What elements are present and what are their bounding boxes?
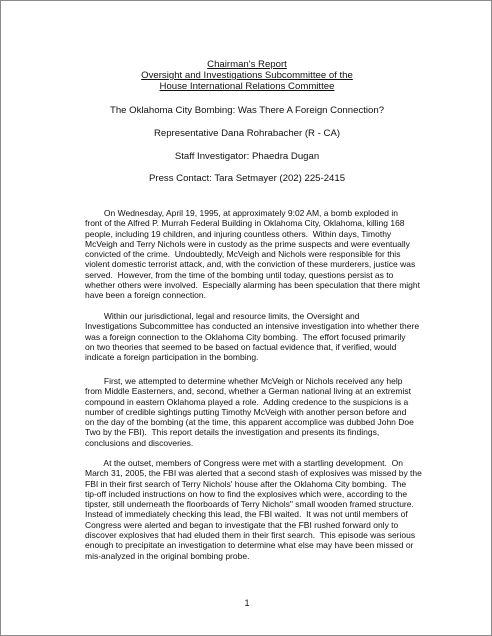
paragraph-line: on two theories that seemed to be based on factual evidence that, if verified, would [85,341,397,352]
paragraph-3 [85,376,415,448]
paragraph-line: convicted of the crime. Undoubtedly, McVeigh and Nichols were responsible for this [85,249,401,260]
paragraph-line: number of credible sightings putting Timothy McVeigh with another person before and [85,406,407,417]
paragraph-line: front of the Alfred P. Murrah Federal Building in Oklahoma City, Oklahoma, killing 168 [85,218,405,229]
paragraph-line: Two by the FBI). This report details the investigation and presents its findings, [85,427,380,438]
paragraph-line: served. However, from the time of the bombing until today, questions persist as to [85,269,394,280]
paragraph-line: On Wednesday, April 19, 1995, at approximately 9:02 AM, a bomb exploded in [85,208,398,218]
report-title: Chairman's Report [207,59,287,70]
paragraph-line: McVeigh and Terry Nichols were in custody as the prime suspects and were eventually [85,238,410,249]
paragraph-line: tipster, still underneath the floorboards of Terry Nichols" small wooden framed structure. [85,499,414,510]
report-subtitle: The Oklahoma City Bombing: Was There A Foreign Connection? [109,105,385,116]
press-contact-line: Press Contact: Tara Setmayer (202) 225-2415 [148,173,346,184]
paragraph-line: was a foreign connection to the Oklahoma City bombing. The effort focused primarily [85,331,406,342]
paragraph-line: First, we attempted to determine whether McVeigh or Nichols received any help [85,376,403,386]
paragraph-1 [85,208,420,301]
paragraph-line: discover explosives that had eluded them in their first search. This episode was serious [85,530,416,541]
staff-investigator-line: Staff Investigator: Phaedra Dugan [174,151,320,162]
paragraph-line: FBI in their first search of Terry Nichols' house after the Oklahoma City bombing. The [85,478,407,489]
paragraph-line: whether others were involved. Especially alarming has been speculation that there might [85,280,420,291]
paragraph-line: Instead of immediately checking this lead, the FBI waited. It was not until members of [85,509,408,520]
paragraph-line: conclusions and discoveries. [85,437,194,448]
paragraph-line: At the outset, members of Congress were met with a startling development. On [85,458,403,468]
paragraph-line: on the day of the bombing (at the time, this apparent accomplice was dubbed John Doe [85,417,414,428]
report-header [1,59,492,92]
paragraph-line: people, including 19 children, and injuring countless others. Within days, Timothy [85,228,392,239]
committee-name: House International Relations Committee [159,81,335,92]
paragraph-line: violent domestic terrorist attack, and, with the conviction of these murderers, justice was [85,259,416,270]
paragraph-line: compound in eastern Oklahoma played a role. Adding credence to the suspicions is a [85,396,409,407]
paragraph-2 [85,311,420,363]
paragraph-line: have been a foreign connection. [85,290,206,301]
paragraph-4 [85,458,422,561]
page-number: 1 [244,598,250,608]
paragraph-line: Within our jurisdictional, legal and resource limits, the Oversight and [85,311,360,321]
representative-line: Representative Dana Rohrabacher (R - CA) [153,128,341,139]
paragraph-line: Congress were alerted and began to investigate that the FBI rushed forward only to [85,519,399,530]
paragraph-line: from Middle Easterners, and, second, whether a German national living at an extremist [85,386,411,397]
paragraph-line: indicate a foreign participation in the bombing. [85,352,259,363]
paragraph-line: enough to precipitate an investigation to determine what else may have been missed or [85,540,414,551]
paragraph-line: tip-off included instructions on how to find the explosives which were, according to the [85,488,408,499]
paragraph-line: Investigations Subcommittee has conducted an intensive investigation into whether there [85,321,420,332]
paragraph-line: mis-analyzed in the original bombing probe. [85,550,250,561]
subcommittee-name: Oversight and Investigations Subcommittee of the [141,70,353,81]
paragraph-line: March 31, 2005, the FBI was alerted that a second stash of explosives was missed by the [85,468,422,479]
